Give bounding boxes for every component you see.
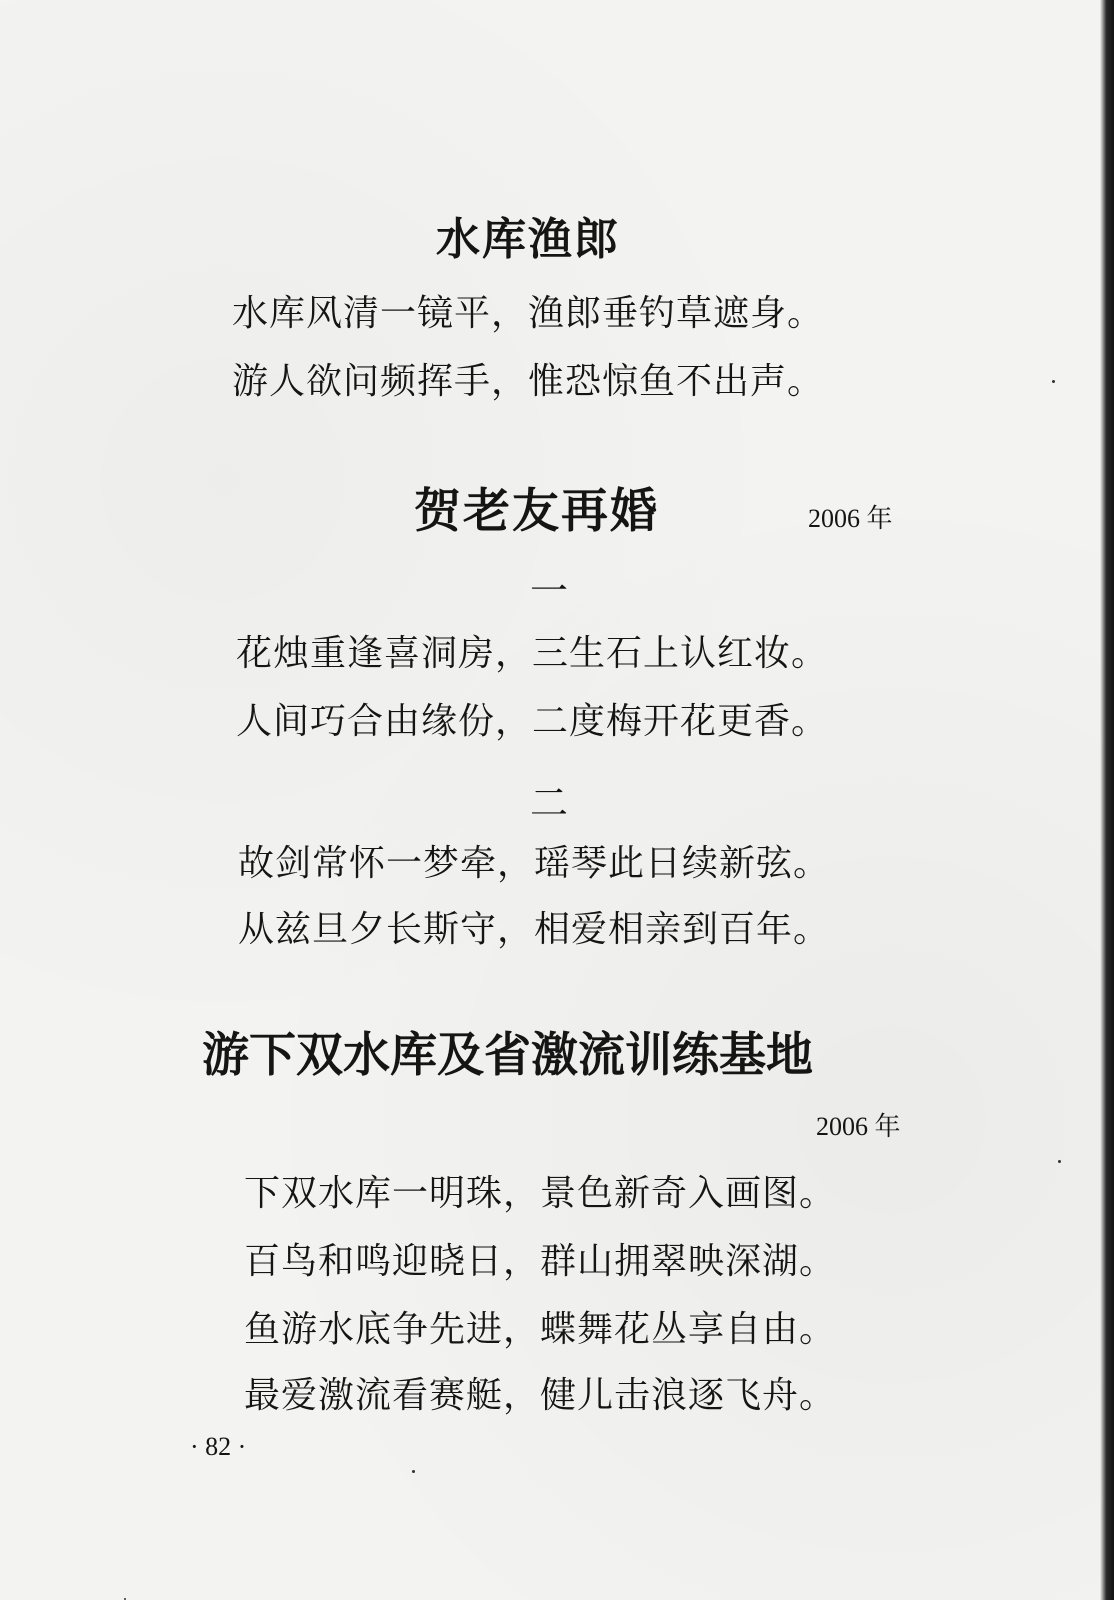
scan-speck bbox=[1058, 1160, 1061, 1163]
poem-line: 最爱激流看赛艇，健儿击浪逐飞舟。 bbox=[244, 1375, 837, 1416]
poem-year: 2006 年 bbox=[816, 1112, 901, 1141]
poem-line: 鱼游水底争先进，蝶舞花丛享自由。 bbox=[244, 1309, 837, 1350]
poem-line: 从兹旦夕长斯守，相爱相亲到百年。 bbox=[238, 909, 831, 950]
poem-title: 游下双水库及省激流训练基地 bbox=[202, 1028, 813, 1083]
poem-line: 花烛重逢喜洞房，三生石上认红妆。 bbox=[236, 633, 829, 674]
poem-part-number: 二 bbox=[530, 781, 569, 825]
poem-title: 贺老友再婚 bbox=[414, 484, 659, 539]
poem-line: 水库风清一镜平，渔郎垂钓草遮身。 bbox=[232, 293, 825, 334]
poem-line: 故剑常怀一梦牵，瑶琴此日续新弦。 bbox=[238, 843, 831, 884]
poem-line: 百鸟和鸣迎晓日，群山拥翠映深湖。 bbox=[244, 1241, 837, 1282]
poem-part-number: 一 bbox=[530, 569, 569, 613]
poem-line: 下双水库一明珠，景色新奇入画图。 bbox=[244, 1173, 837, 1214]
page-number: · 82 · bbox=[190, 1432, 247, 1461]
poem-line: 人间巧合由缘份，二度梅开花更香。 bbox=[236, 701, 829, 742]
scan-edge-shadow bbox=[1100, 0, 1114, 1600]
poem-year: 2006 年 bbox=[808, 504, 893, 533]
scan-speck bbox=[412, 1470, 415, 1473]
poem-line: 游人欲问频挥手，惟恐惊鱼不出声。 bbox=[232, 361, 825, 402]
poem-title: 水库渔郎 bbox=[436, 214, 620, 265]
scan-speck bbox=[1052, 380, 1055, 383]
